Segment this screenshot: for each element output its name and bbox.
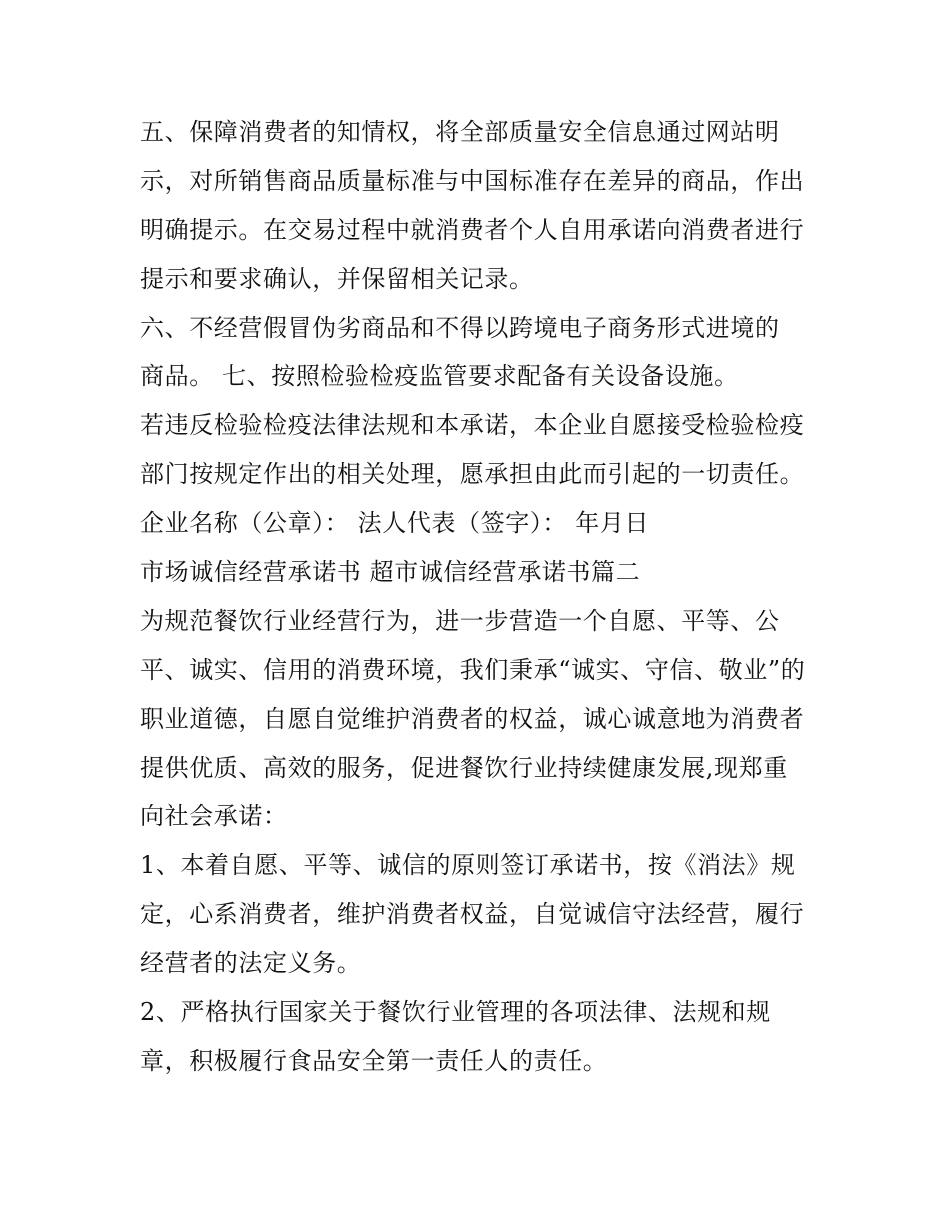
text-line: 提供优质、高效的服务，促进餐饮行业持续健康发展,现郑重	[140, 753, 788, 782]
text-line: 平、诚实、信用的消费环境，我们秉承“诚实、守信、敬业”的	[140, 655, 806, 684]
list-item-line: 定，心系消费者，维护消费者权益，自觉诚信守法经营，履行	[140, 900, 805, 929]
text-line: 若违反检验检疫法律法规和本承诺，本企业自愿接受检验检疫	[140, 411, 805, 440]
text-line: 为规范餐饮行业经营行为，进一步营造一个自愿、平等、公	[140, 606, 780, 635]
text-line: 职业道德，自愿自觉维护消费者的权益，诚心诚意地为消费者	[140, 704, 805, 733]
text-line: 明确提示。在交易过程中就消费者个人自用承诺向消费者进行	[140, 215, 805, 244]
list-item-line: 1、本着自愿、平等、诚信的原则签订承诺书，按《消法》规	[140, 851, 796, 880]
list-item-line: 2、严格执行国家关于餐饮行业管理的各项法律、法规和规	[140, 998, 771, 1027]
text-line: 五、保障消费者的知情权，将全部质量安全信息通过网站明	[140, 118, 780, 146]
text-line: 向社会承诺：	[140, 802, 288, 831]
signature-line: 企业名称（公章）： 法人代表（签字）： 年月日	[140, 509, 650, 538]
text-line: 提示和要求确认，并保留相关记录。	[140, 264, 534, 293]
text-line: 部门按规定作出的相关处理，愿承担由此而引起的一切责任。	[140, 460, 805, 489]
text-line: 示，对所销售商品质量标准与中国标准存在差异的商品，作出	[140, 166, 805, 195]
list-item-line: 章，积极履行食品安全第一责任人的责任。	[140, 1046, 608, 1075]
text-line: 六、不经营假冒伪劣商品和不得以跨境电子商务形式进境的	[140, 313, 780, 342]
list-item-line: 经营者的法定义务。	[140, 949, 362, 978]
text-line: 商品。 七、按照检验检疫监管要求配备有关设备设施。	[140, 362, 739, 391]
section-title: 市场诚信经营承诺书 超市诚信经营承诺书篇二	[140, 558, 641, 587]
document-body	[140, 108, 830, 1086]
